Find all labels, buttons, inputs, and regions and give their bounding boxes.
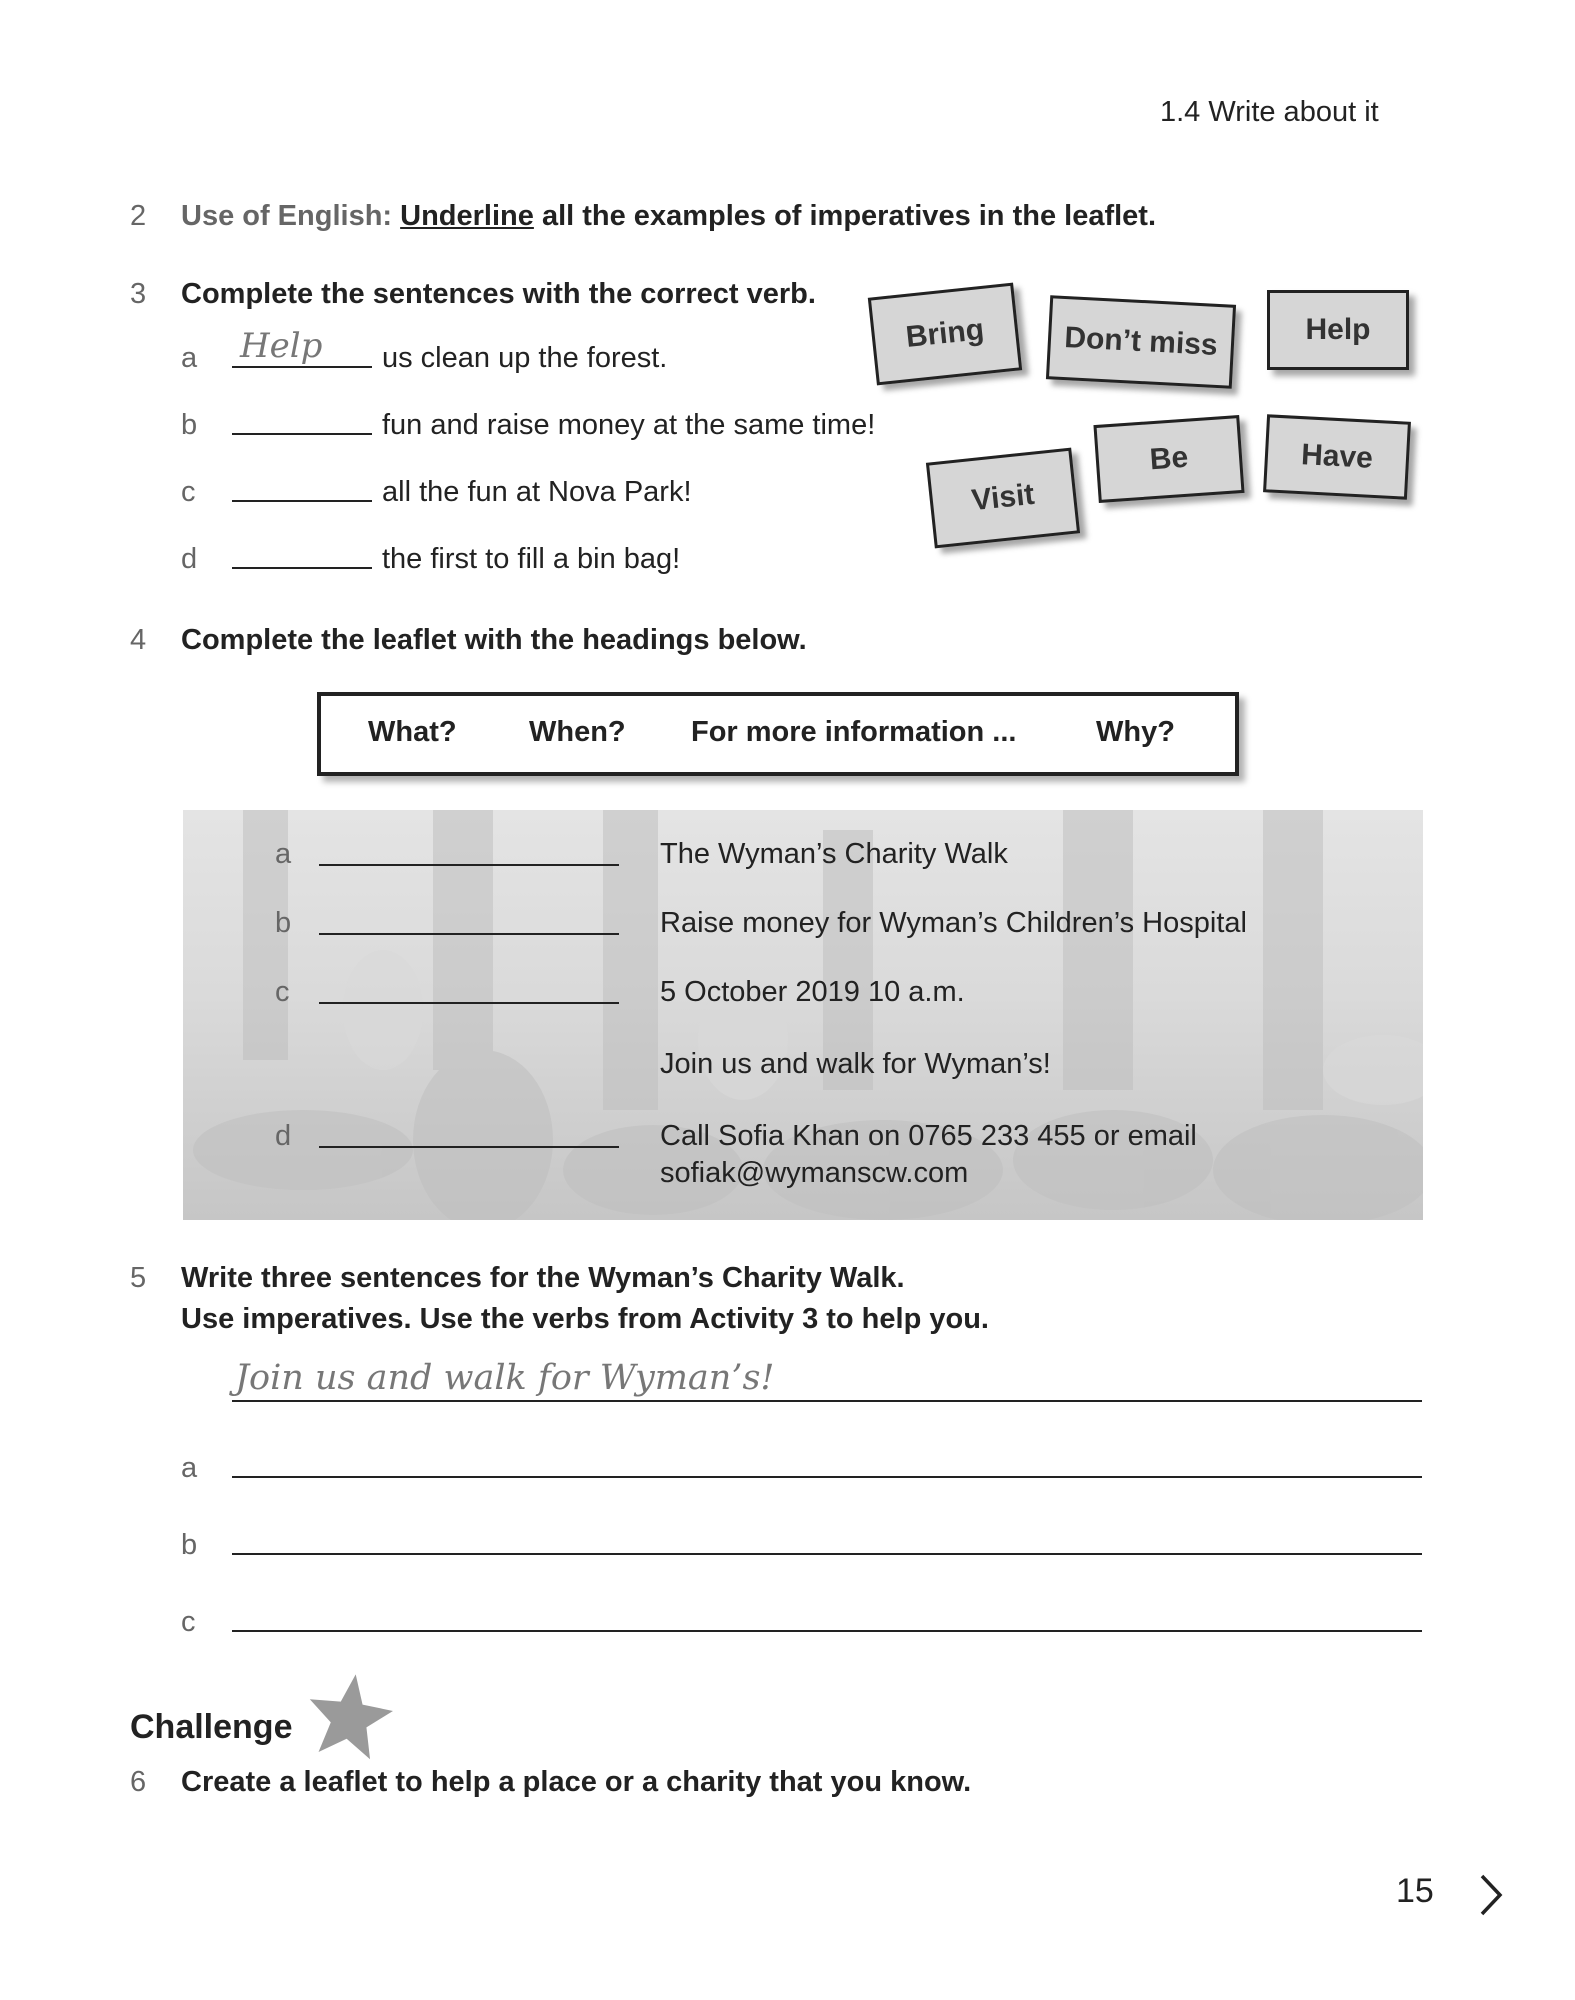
heading-blank[interactable] — [319, 1146, 619, 1148]
leaflet — [183, 810, 1423, 1220]
heading-blank[interactable] — [319, 864, 619, 866]
question-4-instruction: Complete the leaflet with the headings below. — [181, 624, 807, 656]
answer-blank[interactable] — [232, 500, 372, 502]
question-number: 4 — [130, 624, 147, 656]
challenge-title: Challenge — [130, 1708, 293, 1746]
handwritten-answer: Help — [240, 326, 323, 366]
line-letter: b — [181, 1529, 198, 1561]
headings-box — [317, 692, 1239, 776]
leaflet-letter: c — [275, 976, 290, 1008]
leaflet-text: The Wyman’s Charity Walk — [660, 838, 1008, 870]
question-3-instruction: Complete the sentences with the correct verb. — [181, 278, 816, 310]
leaflet-text: Call Sofia Khan on 0765 233 455 or email — [660, 1120, 1197, 1152]
item-letter: a — [181, 342, 198, 374]
next-page-arrow-icon[interactable] — [1476, 1872, 1506, 1918]
word-card-have: Have — [1263, 414, 1411, 499]
leaflet-letter: a — [275, 838, 292, 870]
word-card-bring: Bring — [868, 283, 1022, 386]
question-number: 5 — [130, 1262, 147, 1294]
line-letter: c — [181, 1606, 196, 1638]
leaflet-letter: b — [275, 907, 292, 939]
question-2-rest: all the examples of imperatives in the leaflet. — [541, 200, 1157, 232]
line-letter: a — [181, 1452, 198, 1484]
heading-more-info: For more information ... — [691, 716, 1017, 748]
question-2-text — [181, 200, 1156, 233]
answer-blank[interactable] — [232, 366, 372, 368]
answer-line-b[interactable] — [232, 1553, 1422, 1555]
item-letter: d — [181, 543, 198, 575]
item-letter: c — [181, 476, 196, 508]
question-5-line1: Write three sentences for the Wyman’s Charity Walk. — [181, 1262, 905, 1294]
question-5-line2: Use imperatives. Use the verbs from Activity 3 to help you. — [181, 1303, 989, 1335]
heading-when: When? — [529, 716, 626, 748]
section-header: 1.4 Write about it — [1160, 96, 1379, 128]
word-card-dont-miss: Don’t miss — [1046, 295, 1236, 389]
example-sentence: Join us and walk for Wyman’s! — [235, 1358, 775, 1398]
answer-blank[interactable] — [232, 433, 372, 435]
underline-word: Underline — [400, 200, 534, 232]
word-card-be: Be — [1093, 415, 1244, 503]
sentence-text: the first to fill a bin bag! — [382, 543, 681, 575]
heading-why: Why? — [1096, 716, 1175, 748]
word-card-visit: Visit — [926, 448, 1080, 549]
use-of-english-label: Use of English: — [181, 200, 393, 232]
answer-line-c[interactable] — [232, 1630, 1422, 1632]
question-number: 6 — [130, 1766, 147, 1798]
question-number: 2 — [130, 200, 147, 232]
heading-blank[interactable] — [319, 1002, 619, 1004]
sentence-text: fun and raise money at the same time! — [382, 409, 876, 441]
page-number: 15 — [1396, 1872, 1434, 1910]
leaflet-text: Join us and walk for Wyman’s! — [660, 1048, 1051, 1080]
leaflet-letter: d — [275, 1120, 292, 1152]
leaflet-email: sofiak@wymanscw.com — [660, 1157, 969, 1189]
heading-blank[interactable] — [319, 933, 619, 935]
star-icon — [305, 1670, 395, 1760]
challenge-text: Create a leaflet to help a place or a charity that you know. — [181, 1766, 972, 1798]
sentence-text: us clean up the forest. — [382, 342, 668, 374]
example-line — [232, 1400, 1422, 1402]
item-letter: b — [181, 409, 198, 441]
heading-what: What? — [368, 716, 457, 748]
word-card-help: Help — [1267, 290, 1409, 370]
leaflet-text: Raise money for Wyman’s Children’s Hospital — [660, 907, 1247, 939]
sentence-text: all the fun at Nova Park! — [382, 476, 692, 508]
question-number: 3 — [130, 278, 147, 310]
answer-line-a[interactable] — [232, 1476, 1422, 1478]
answer-blank[interactable] — [232, 567, 372, 569]
leaflet-text: 5 October 2019 10 a.m. — [660, 976, 965, 1008]
